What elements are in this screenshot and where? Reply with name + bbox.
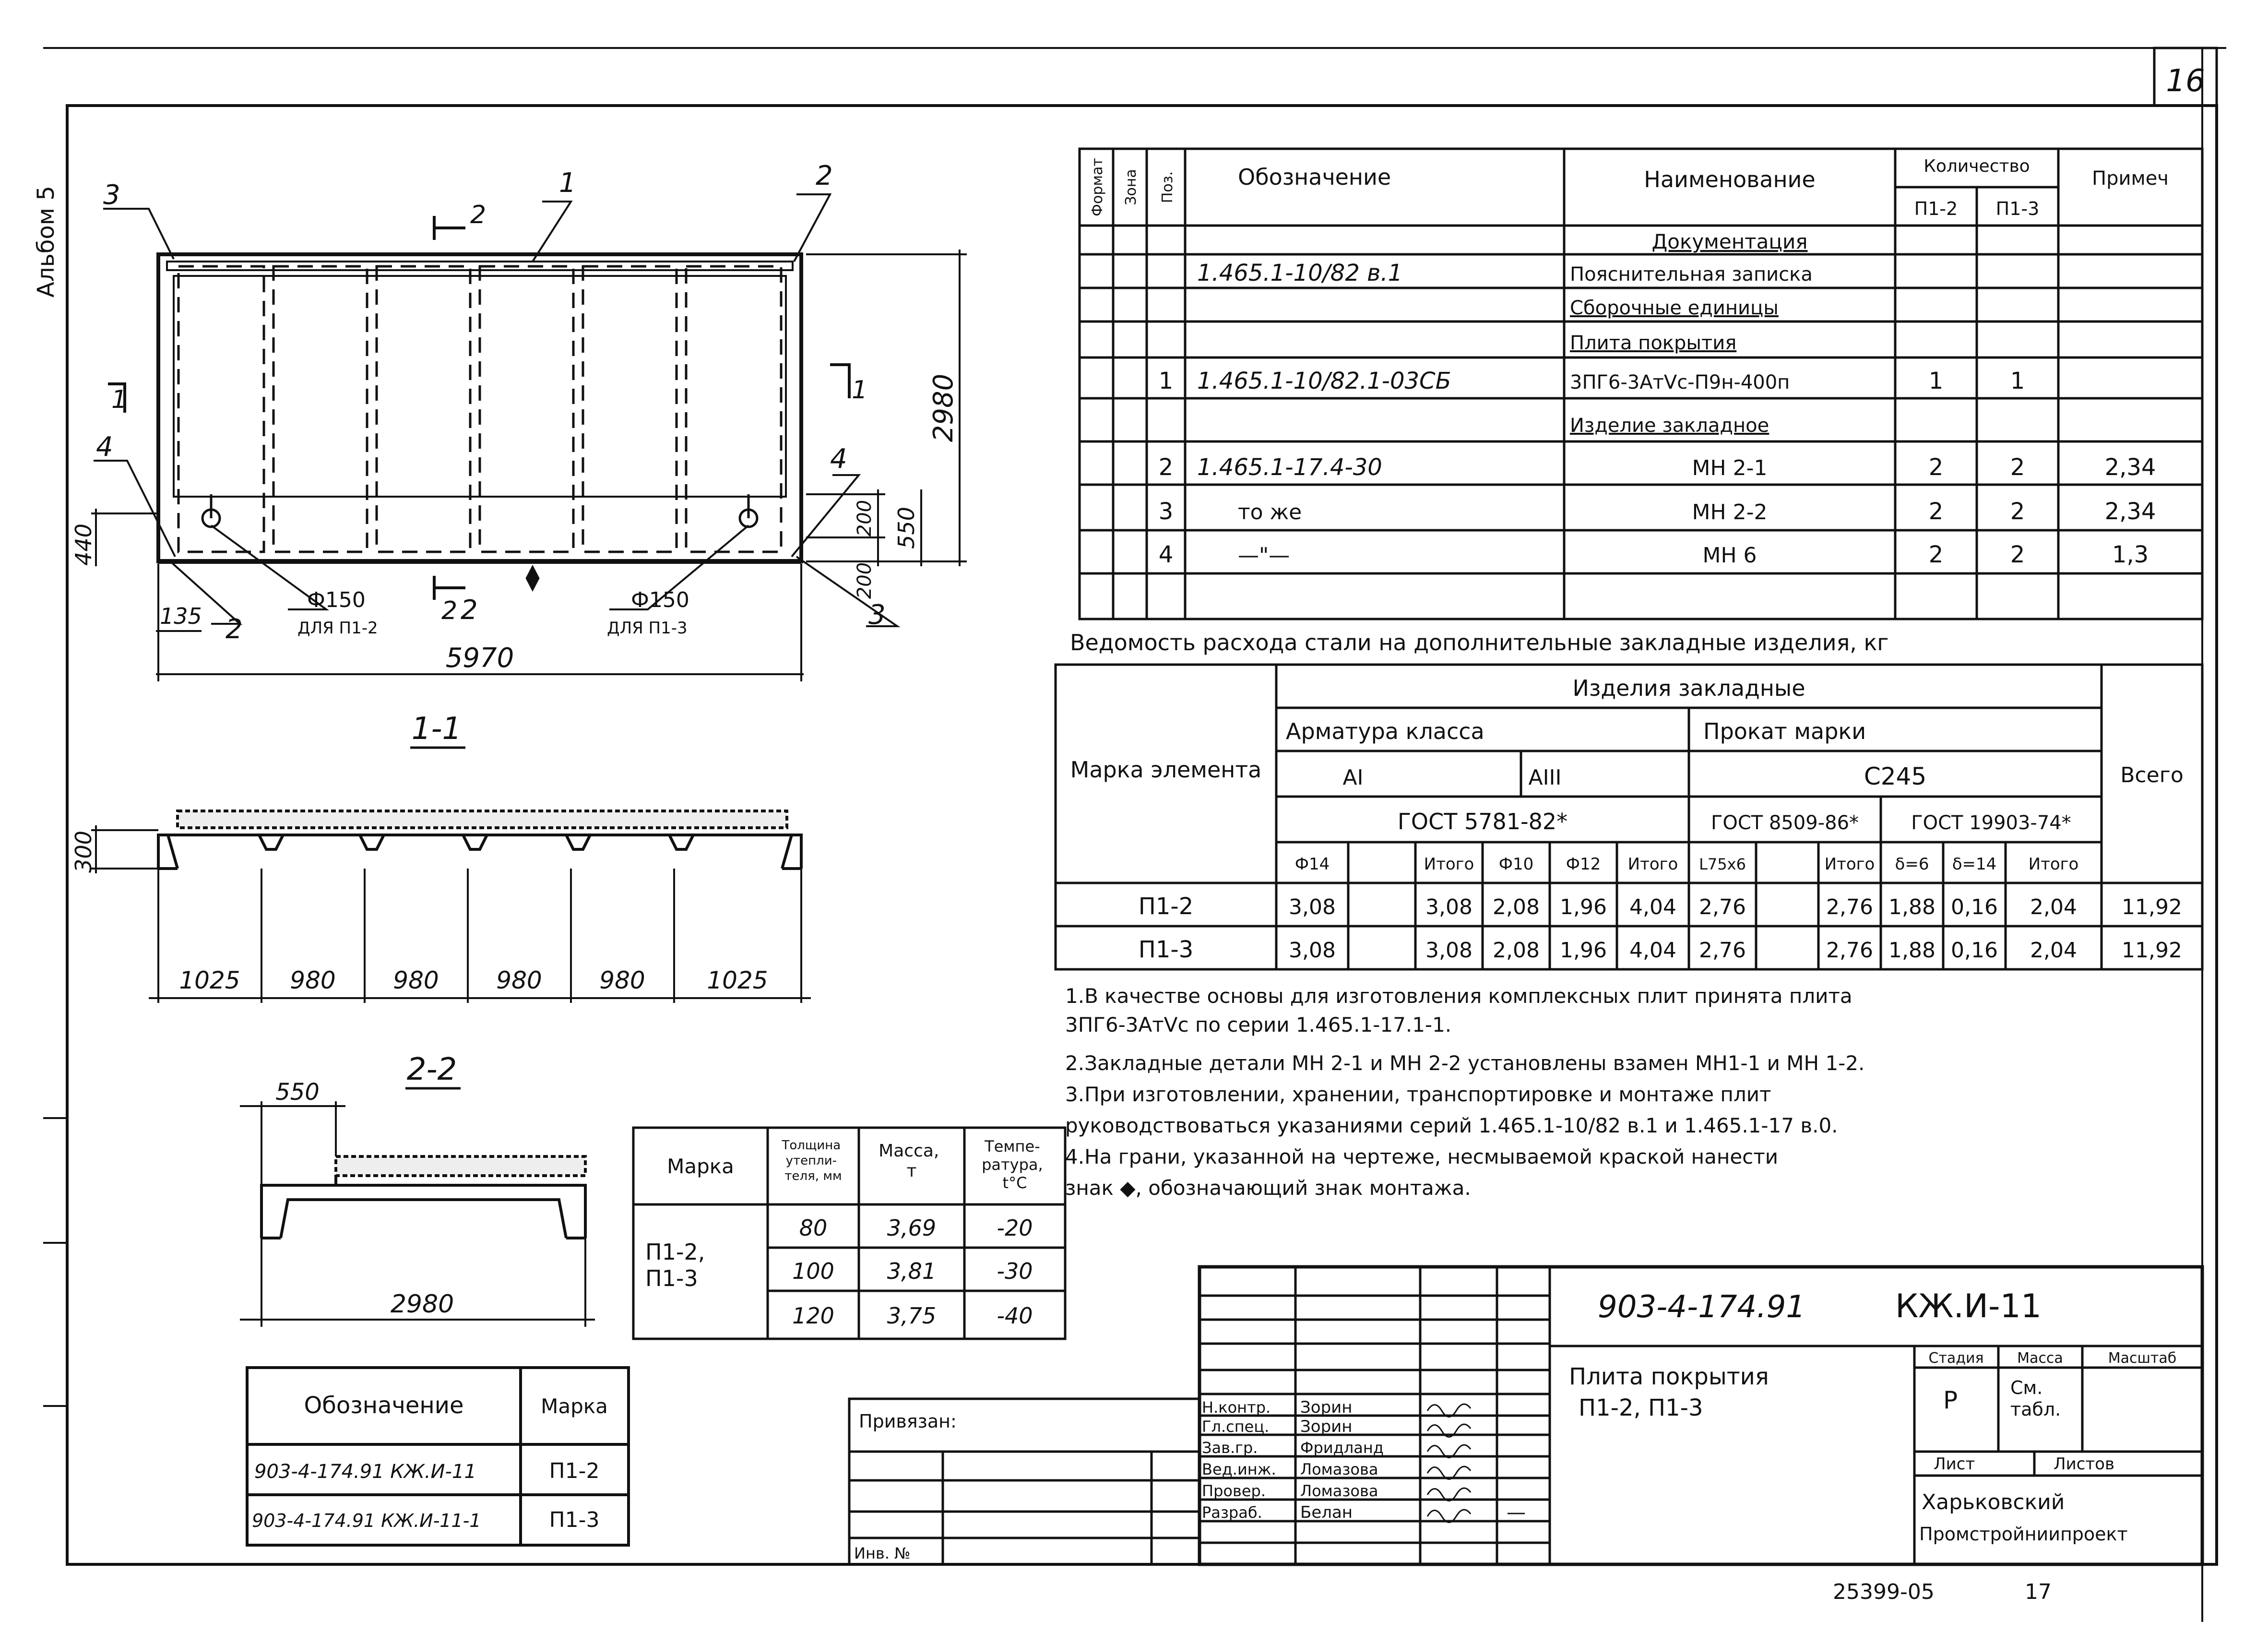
note-line: руководствоваться указаниями серий 1.465.1-10/82 в.1 и 1.465.1-17 в.0. (1065, 1114, 1838, 1137)
steel-header-gost2: ГОСТ 8509-86* (1710, 812, 1859, 834)
spec-row-pos: 2 (1158, 454, 1174, 481)
spec-row-note: 1,3 (2112, 541, 2149, 568)
staff-name: Зорин (1300, 1417, 1353, 1436)
steel-table-title: Ведомость расхода стали на дополнительные закладные изделия, кг (1070, 630, 1889, 655)
mass-marks: П1-2, П1-3 (645, 1239, 705, 1291)
mass-temp: -40 (997, 1303, 1033, 1329)
steel-row-total: 11,92 (2122, 938, 2182, 963)
steel-header-AIII: АIII (1528, 765, 1562, 790)
inv-label: Инв. № (854, 1544, 911, 1562)
rib-spacing-dim: 980 (599, 966, 645, 994)
scale-header: Масштаб (2108, 1350, 2177, 1367)
designation-table (247, 1368, 629, 1545)
steel-cell: 1,96 (1560, 938, 1607, 963)
spec-row-qty-a: 2 (1928, 498, 1944, 525)
steel-cell: 2,04 (2030, 895, 2077, 919)
footer-code: 25399-05 (1833, 1580, 1935, 1604)
mass-thickness: 100 (792, 1258, 834, 1284)
doc-code: 903-4-174.91 (1598, 1289, 1805, 1325)
steel-col-header: δ=6 (1895, 855, 1929, 874)
plan-dim-200a: 200 (854, 500, 876, 537)
spec-section-slab: Плита покрытия (1570, 332, 1737, 354)
staff-role: Провер. (1202, 1482, 1266, 1500)
plan-dim-550: 550 (893, 507, 919, 549)
mass-ref: См. табл. (2010, 1377, 2061, 1420)
spec-header-zone: Зона (1123, 169, 1140, 205)
rib-spacing-dim: 1025 (707, 966, 768, 994)
steel-row-mark: П1-3 (1138, 936, 1194, 963)
spec-row-qty-a: 2 (1928, 541, 1944, 568)
steel-cell: 0,16 (1951, 895, 1998, 919)
title-block (849, 1267, 2202, 1564)
staff-name: Фридланд (1300, 1439, 1384, 1457)
steel-cell: 3,08 (1425, 938, 1472, 963)
designation-row-mark: П1-3 (549, 1508, 600, 1532)
mass-header-mass: Масса, т (879, 1141, 939, 1181)
doc-mark: КЖ.И-11 (1895, 1287, 2042, 1325)
signature-scribbles (1427, 1404, 1471, 1522)
mass-header-thickness: Толщина утепли- теля, мм (782, 1138, 842, 1183)
note-line: 2.Закладные детали МН 2-1 и МН 2-2 установлены взамен МН1-1 и МН 1-2. (1065, 1051, 1865, 1075)
steel-table (1056, 630, 2202, 969)
hole-right-label: ДЛЯ П1-3 (607, 619, 688, 638)
mass-header-temp: Темпе- ратура, t°С (982, 1137, 1043, 1192)
staff-name: Ломазова (1300, 1460, 1378, 1478)
section-1-1-height-dim: 300 (71, 831, 96, 873)
spec-header-designation: Обозначение (1238, 164, 1391, 190)
designation-row-mark: П1-2 (549, 1459, 600, 1483)
rib-spacing-dim: 980 (393, 966, 439, 994)
spec-row-qty-a: 2 (1928, 454, 1944, 481)
spec-row-pos: 3 (1158, 498, 1174, 525)
spec-row-pos: 4 (1158, 541, 1174, 568)
note-line: 3.При изготовлении, хранении, транспортировке и монтаже плит (1065, 1083, 1771, 1106)
spec-row-name: 3ПГ6-3АтVс-П9н-400п (1570, 371, 1790, 393)
section-mark-1-left: 1 (111, 385, 128, 414)
callout-2-center: 2 (461, 595, 478, 626)
designation-header: Обозначение (304, 1392, 464, 1419)
notes (1065, 984, 1864, 1200)
callout-3-bottom: 3 (868, 599, 886, 631)
rib-spacing-dim: 980 (496, 966, 542, 994)
plan-dim-200b: 200 (854, 562, 876, 599)
spec-row-qty-b: 2 (2010, 541, 2025, 568)
spec-header-name: Наименование (1644, 167, 1816, 192)
steel-cell: 1,96 (1560, 895, 1607, 919)
spec-row-qty-a: 1 (1928, 368, 1944, 394)
mass-header: Масса (2017, 1350, 2063, 1367)
steel-cell: 2,76 (1699, 938, 1746, 963)
steel-cell: 2,08 (1493, 895, 1540, 919)
staff-name: Белан (1300, 1503, 1353, 1522)
staff-role: Разраб. (1202, 1503, 1262, 1522)
stage-value: Р (1943, 1386, 1958, 1414)
plan-dim-135: 135 (160, 603, 202, 629)
footer-page: 17 (2025, 1580, 2052, 1604)
section-mark-2-top: 2 (470, 201, 487, 229)
section-2-2-top-dim: 550 (275, 1079, 320, 1106)
spec-row-qty-b: 1 (2010, 368, 2025, 394)
section-1-1-profile (158, 811, 801, 869)
steel-col-header: Ф14 (1294, 855, 1330, 874)
steel-col-header: Ф12 (1566, 855, 1601, 874)
steel-cell: 2,76 (1699, 895, 1746, 919)
spec-header-pos: Поз. (1159, 171, 1176, 203)
page-number: 16 (2166, 63, 2205, 99)
note-line: знак ◆, обозначающий знак монтажа. (1065, 1176, 1471, 1200)
spec-row-name: Пояснительная записка (1570, 263, 1813, 286)
spec-row-name: МН 2-2 (1692, 500, 1768, 524)
staff-role: Зав.гр. (1202, 1439, 1258, 1457)
staff-name: Зорин (1300, 1398, 1353, 1417)
callout-3-top: 3 (103, 179, 120, 211)
spec-section-documentation: Документация (1651, 230, 1808, 253)
note-line: 1.В качестве основы для изготовления комплексных плит принята плита (1065, 984, 1852, 1008)
section-2-2-profile (261, 1156, 585, 1238)
steel-cell: 2,76 (1826, 895, 1873, 919)
spec-row-designation: 1.465.1-17.4-30 (1197, 454, 1382, 481)
spec-header-qty-a: П1-2 (1914, 198, 1958, 219)
steel-col-header: Итого (1424, 855, 1474, 874)
hole-right-dia: Ф150 (631, 588, 689, 612)
designation-row: 903-4-174.91 КЖ.И-11 (254, 1461, 476, 1483)
mass-header-mark: Марка (667, 1155, 734, 1178)
spec-row-designation: то же (1238, 500, 1302, 524)
rib-spacing-dim: 980 (290, 966, 336, 994)
spec-section-assemblies: Сборочные единицы (1570, 297, 1779, 319)
steel-header-C245: С245 (1864, 762, 1927, 790)
steel-cell: 1,88 (1888, 938, 1936, 963)
rib-spacing-dim: 1025 (179, 966, 240, 994)
mass-value: 3,69 (887, 1215, 937, 1241)
spec-row-designation: 1.465.1-10/82 в.1 (1197, 260, 1403, 286)
doc-title-line1: Плита покрытия (1569, 1363, 1769, 1390)
steel-col-header: Итого (1824, 855, 1875, 874)
plan-hidden-ribs (178, 266, 781, 552)
spec-row-designation: —"— (1238, 543, 1290, 568)
steel-header-armature: Арматура класса (1286, 718, 1484, 744)
callout-4-right: 4 (830, 443, 847, 475)
dash-mark: — (1507, 1501, 1526, 1524)
hole-left-label: ДЛЯ П1-2 (297, 619, 378, 638)
steel-col-header: L75х6 (1699, 855, 1746, 873)
spec-table (1080, 149, 2202, 619)
steel-cell: 4,04 (1629, 938, 1676, 963)
note-line: 3ПГ6-3АтVс по серии 1.465.1-17.1-1. (1065, 1013, 1452, 1036)
steel-row-mark: П1-2 (1138, 893, 1194, 920)
spec-row-name: МН 2-1 (1692, 456, 1768, 480)
plan-height-dim: 2980 (928, 373, 959, 442)
staff-role: Вед.инж. (1202, 1460, 1276, 1478)
designation-row: 903-4-174.91 КЖ.И-11-1 (252, 1510, 481, 1531)
org-line2: Промстройниипроект (1919, 1524, 2128, 1545)
section-1-1 (71, 711, 811, 1003)
steel-cell: 0,16 (1951, 938, 1998, 963)
mass-temp: -30 (997, 1258, 1033, 1284)
privyazan-label: Привязан: (859, 1411, 957, 1432)
note-line: 4.На грани, указанной на чертеже, несмываемой краской нанести (1065, 1145, 1779, 1168)
section-2-2-title: 2-2 (406, 1052, 457, 1087)
doc-title-line2: П1-2, П1-3 (1579, 1394, 1703, 1421)
plan-dim-440: 440 (71, 524, 96, 566)
plan-width-dim: 5970 (445, 643, 514, 674)
steel-cell: 3,08 (1289, 938, 1336, 963)
spec-header-qty-b: П1-3 (1995, 198, 2040, 219)
steel-row-total: 11,92 (2122, 895, 2182, 919)
callout-2-bottom: 2 (226, 614, 243, 645)
steel-cell: 2,08 (1493, 938, 1540, 963)
steel-cell: 1,88 (1888, 895, 1936, 919)
steel-cell: 2,76 (1826, 938, 1873, 963)
steel-col-header: Ф10 (1498, 855, 1534, 874)
section-mark-1-right: 1 (852, 376, 868, 405)
steel-col-header: δ=14 (1952, 855, 1997, 874)
spec-row-note: 2,34 (2104, 498, 2156, 525)
steel-col-header: Итого (1627, 855, 1678, 874)
org-line1: Харьковский (1922, 1490, 2065, 1514)
mass-thickness: 80 (799, 1215, 828, 1241)
spec-header-format: Формат (1089, 158, 1106, 216)
staff-role: Гл.спец. (1202, 1418, 1270, 1436)
spec-row-name: МН 6 (1702, 543, 1757, 568)
callout-1: 1 (559, 167, 576, 199)
mass-temp: -20 (997, 1215, 1033, 1241)
mass-table (633, 1128, 1065, 1339)
steel-header-total: Всего (2120, 763, 2184, 787)
section-1-1-title: 1-1 (411, 711, 462, 747)
spec-row-note: 2,34 (2104, 454, 2156, 481)
spec-row-qty-b: 2 (2010, 454, 2025, 481)
mass-value: 3,81 (887, 1258, 937, 1284)
sheets-header: Листов (2054, 1454, 2115, 1474)
steel-header-items: Изделия закладные (1572, 675, 1805, 701)
steel-cell: 3,08 (1289, 895, 1336, 919)
section-2-2-width-dim: 2980 (390, 1290, 454, 1319)
steel-cell: 4,04 (1629, 895, 1676, 919)
spec-section-embedded: Изделие закладное (1570, 415, 1769, 437)
mass-thickness: 120 (792, 1303, 834, 1329)
mass-value: 3,75 (887, 1303, 937, 1329)
spec-row-qty-b: 2 (2010, 498, 2025, 525)
steel-col-header: Итого (2028, 855, 2079, 874)
spec-row-designation: 1.465.1-10/82.1-03СБ (1197, 368, 1451, 394)
steel-cell: 3,08 (1425, 895, 1472, 919)
sheet-header: Лист (1934, 1454, 1975, 1474)
staff-role: Н.контр. (1202, 1398, 1271, 1417)
callout-4-left: 4 (96, 431, 113, 463)
spec-header-note: Примеч (2092, 167, 2169, 190)
steel-cell: 2,04 (2030, 938, 2077, 963)
spec-row-pos: 1 (1158, 368, 1174, 394)
stage-header: Стадия (1928, 1350, 1984, 1367)
designation-header-mark: Марка (541, 1394, 608, 1418)
steel-header-gost3: ГОСТ 19903-74* (1911, 812, 2071, 834)
steel-header-AI: АI (1342, 765, 1364, 790)
album-label: Альбом 5 (33, 186, 59, 298)
hole-left-dia: Ф150 (307, 588, 366, 612)
plan-view (71, 160, 967, 681)
callout-2-top: 2 (816, 160, 833, 191)
staff-name: Ломазова (1300, 1482, 1378, 1500)
spec-header-qty: Количество (1924, 156, 2030, 176)
steel-header-gost1: ГОСТ 5781-82* (1397, 809, 1568, 834)
section-2-2 (240, 1052, 595, 1327)
mounting-mark-icon (526, 565, 539, 591)
section-mark-2-bottom: 2 (441, 596, 458, 625)
steel-header-mark: Марка элемента (1070, 757, 1262, 783)
steel-header-rolled: Прокат марки (1703, 718, 1866, 744)
